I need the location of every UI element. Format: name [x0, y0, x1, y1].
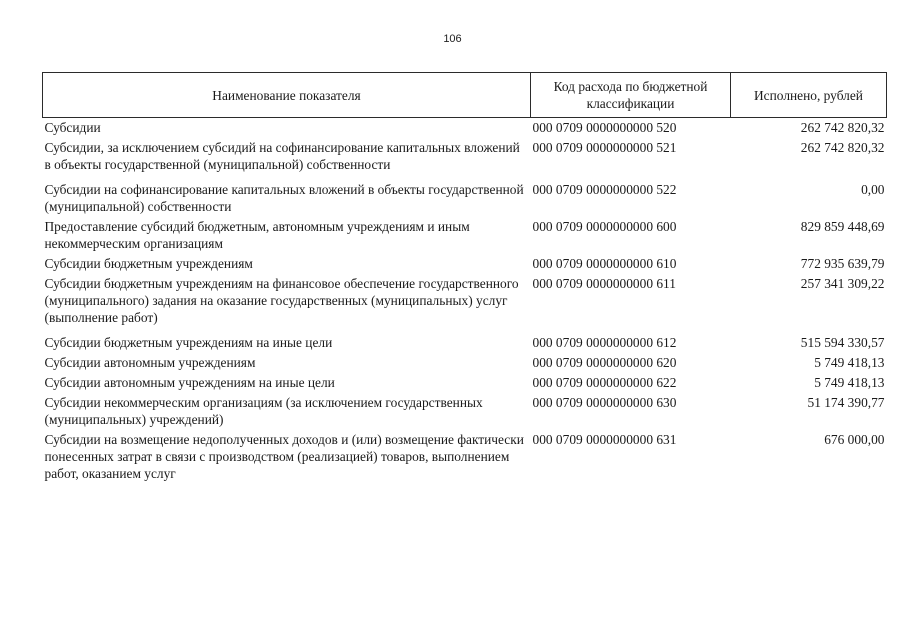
row-sum: 772 935 639,79: [800, 256, 885, 271]
row-sum: 5 749 418,13: [814, 355, 885, 370]
row-name: Субсидии бюджетным учреждениям на иные цели: [44, 335, 333, 350]
row-sum: 5 749 418,13: [814, 375, 885, 390]
header-row: [43, 73, 887, 118]
header-sum: Исполнено, рублей: [731, 73, 887, 118]
table-header: [43, 73, 887, 118]
table-row: [43, 254, 887, 274]
row-code: 000 0709 0000000000 622: [532, 375, 677, 390]
table-body: [43, 118, 887, 485]
table-row: [43, 393, 887, 430]
row-code: 000 0709 0000000000 520: [532, 120, 677, 135]
row-name: Субсидии бюджетным учреждениям: [44, 256, 253, 271]
table-row: [43, 274, 887, 328]
table-row: [43, 217, 887, 254]
table-row: [43, 373, 887, 393]
table-row: [43, 118, 887, 139]
row-sum: 515 594 330,57: [800, 335, 885, 350]
row-name: Субсидии, за исключением субсидий на софинансирование капитальных вложений в объекты государственной (муниципальной) собственности: [44, 140, 520, 172]
row-code: 000 0709 0000000000 611: [532, 276, 676, 291]
row-name: Субсидии автономным учреждениям: [44, 355, 256, 370]
row-sum: 262 742 820,32: [800, 140, 885, 155]
row-code: 000 0709 0000000000 610: [532, 256, 677, 271]
row-sum: 257 341 309,22: [800, 276, 885, 291]
row-name: Субсидии на софинансирование капитальных вложений в объекты государственной (муниципальной) собственности: [44, 182, 524, 214]
row-code: 000 0709 0000000000 600: [532, 219, 677, 234]
row-sum: 829 859 448,69: [800, 219, 885, 234]
row-name: Субсидии автономным учреждениям на иные цели: [44, 375, 335, 390]
row-sum: 51 174 390,77: [807, 395, 885, 410]
table-row: [43, 175, 887, 217]
row-code: 000 0709 0000000000 612: [532, 335, 677, 350]
row-code: 000 0709 0000000000 630: [532, 395, 677, 410]
row-code: 000 0709 0000000000 620: [532, 355, 677, 370]
row-name: Субсидии бюджетным учреждениям на финансовое обеспечение государственного (муниципального) задания на оказание государственных (муниципальных) услуг (выполнение работ): [44, 276, 519, 325]
table-row: [43, 430, 887, 484]
row-sum: 676 000,00: [824, 432, 885, 447]
row-code: 000 0709 0000000000 522: [532, 182, 677, 197]
table-row: [43, 353, 887, 373]
row-name: Субсидии некоммерческим организациям (за исключением государственных (муниципальных) учреждений): [44, 395, 483, 427]
header-name: Наименование показателя: [43, 73, 531, 118]
table-row: [43, 138, 887, 175]
page-number: 106: [443, 33, 462, 45]
row-code: 000 0709 0000000000 631: [532, 432, 677, 447]
row-name: Субсидии: [44, 120, 101, 135]
header-code: Код расхода по бюджетной классификации: [531, 73, 731, 118]
row-name: Субсидии на возмещение недополученных доходов и (или) возмещение фактически понесенных затрат в связи с производством (реализацией) товаров, выполнением работ, оказанием услуг: [44, 432, 524, 481]
row-sum: 262 742 820,32: [800, 120, 885, 135]
row-name: Предоставление субсидий бюджетным, автономным учреждениям и иным некоммерческим организациям: [44, 219, 470, 251]
row-code: 000 0709 0000000000 521: [532, 140, 677, 155]
budget-table: [42, 72, 887, 484]
table-row: [43, 328, 887, 353]
row-sum: 0,00: [861, 182, 885, 197]
